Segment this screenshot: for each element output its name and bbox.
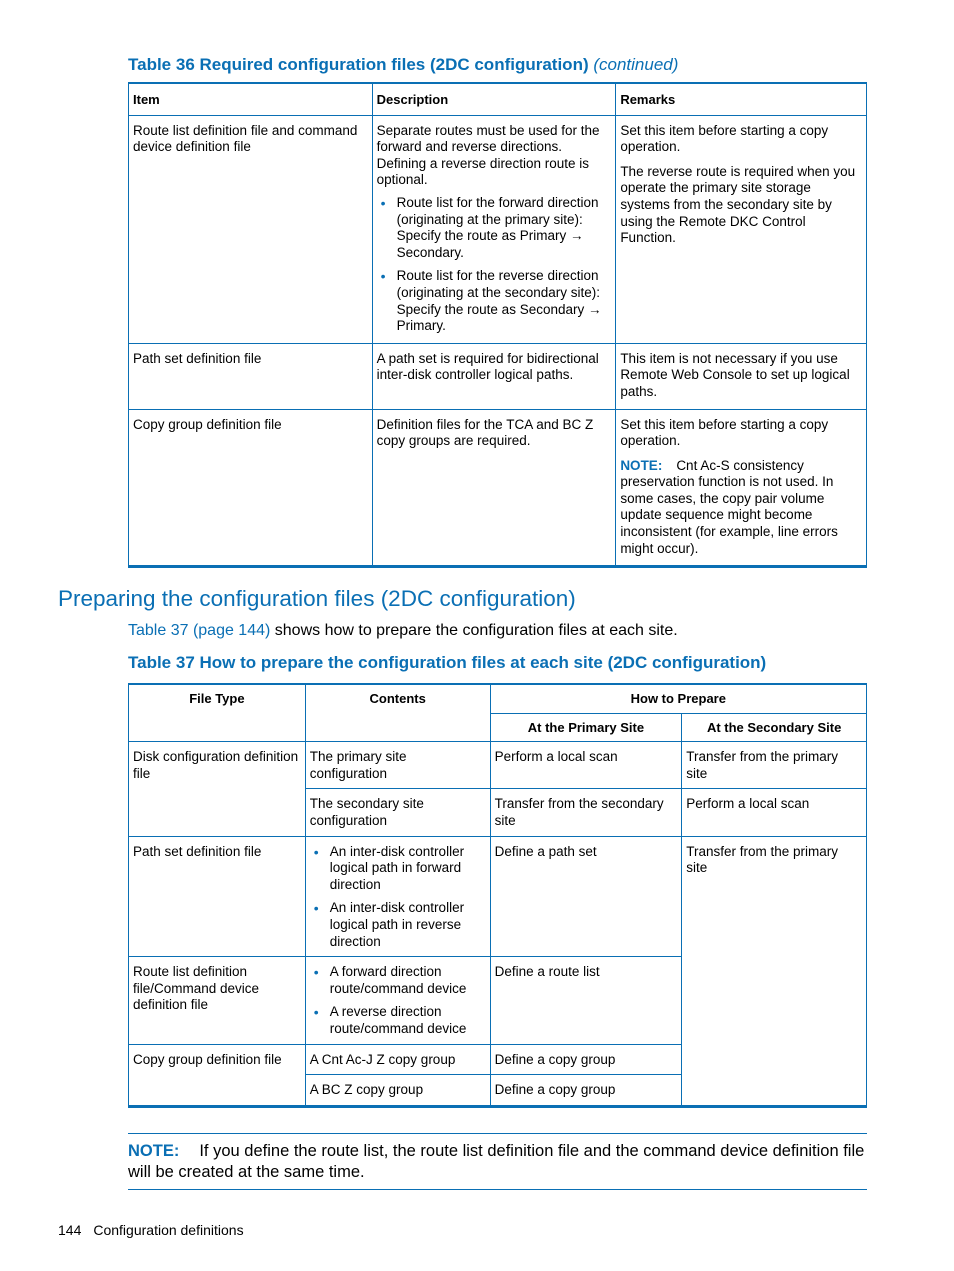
table37-secondary: Perform a local scan (682, 789, 867, 836)
table37-primary: Define a route list (490, 957, 682, 1044)
table36-description-text: Separate routes must be used for the forward and reverse directions. Defining a reverse direction route is optional. (376, 122, 600, 188)
list-item: • A reverse direction route/command device (330, 1004, 486, 1037)
bullet-list (310, 964, 486, 1037)
table37-contents: A BC Z copy group (305, 1075, 490, 1107)
table37-file-type: Route list definition file/Command device definition file (129, 957, 306, 1044)
table36-remarks (616, 343, 867, 409)
footer-title: Configuration definitions (93, 1222, 244, 1238)
section-heading: Preparing the configuration files (2DC configuration) (58, 586, 576, 611)
table37-primary: Transfer from the secondary site (490, 789, 682, 836)
table37-file-type: Copy group definition file (129, 1044, 306, 1106)
page-number: 144 (58, 1222, 82, 1238)
table37-contents (305, 836, 490, 957)
table36 (128, 82, 867, 568)
table37-file-type: Path set definition file (129, 836, 306, 957)
table36-remarks (616, 409, 867, 567)
table36-remarks (616, 115, 867, 343)
table36-continued: (continued) (593, 55, 679, 74)
table37-primary: Define a path set (490, 836, 682, 957)
table36-item: Copy group definition file (129, 409, 373, 567)
table37-header-contents: Contents (305, 684, 490, 742)
table37-header-file-type: File Type (129, 684, 306, 742)
section-intro (128, 622, 678, 640)
table36-caption (128, 55, 678, 75)
note-label: NOTE: (620, 457, 663, 473)
note-text: If you define the route list, the route list definition file and the command device definition file will be created at the same time. (128, 1142, 865, 1181)
list-item: • Route list for the forward direction (originating at the primary site): Specify the route as Primary → Secondary. (397, 195, 612, 261)
table37-secondary: Transfer from the primary site (682, 742, 867, 789)
bullet-list (310, 844, 486, 951)
note-text: Cnt Ac-S consistency preservation function is not used. In some cases, the copy pair volume update sequence might become inconsistent (for example, line errors might occur). (620, 457, 838, 556)
table36-item: Route list definition file and command device definition file (129, 115, 373, 343)
table37-link[interactable]: Table 37 (page 144) (128, 622, 271, 639)
table36-header-remarks: Remarks (616, 83, 867, 115)
table36-header-description: Description (372, 83, 616, 115)
table36-description (372, 115, 616, 343)
note-label: NOTE: (128, 1142, 180, 1160)
table37-caption: Table 37 How to prepare the configuration files at each site (2DC configuration) (128, 653, 767, 672)
table37-primary: Define a copy group (490, 1075, 682, 1107)
intro-text: shows how to prepare the configuration files at each site. (270, 622, 678, 639)
table36-header-row (129, 83, 867, 115)
table36-remark: This item is not necessary if you use Remote Web Console to set up logical paths. (620, 350, 850, 399)
table-row (129, 409, 867, 567)
table37-header-primary: At the Primary Site (490, 713, 682, 742)
table37-contents: A Cnt Ac-J Z copy group (305, 1044, 490, 1075)
table-row (129, 742, 867, 789)
table-row (129, 836, 867, 957)
table37-secondary: Transfer from the primary site (682, 836, 867, 1106)
table36-description: A path set is required for bidirectional inter-disk controller logical paths. (372, 343, 616, 409)
table37-file-type: Disk configuration definition file (129, 742, 306, 836)
list-item: • A forward direction route/command device (330, 964, 486, 997)
table37-header-how: How to Prepare (490, 684, 866, 713)
table36-description: Definition files for the TCA and BC Z copy groups are required. (372, 409, 616, 567)
table37-primary: Perform a local scan (490, 742, 682, 789)
table36-note (620, 458, 862, 558)
table36-remark: Set this item before starting a copy operation. (620, 416, 829, 449)
page-footer (58, 1222, 244, 1238)
table36-caption-text: Table 36 Required configuration files (2DC configuration) (128, 55, 589, 74)
table37 (128, 683, 867, 1108)
table36-remark: Set this item before starting a copy operation. (620, 122, 829, 155)
bullet-list (377, 195, 612, 335)
table37-primary: Define a copy group (490, 1044, 682, 1075)
table37-contents (305, 957, 490, 1044)
table36-header-item: Item (129, 83, 373, 115)
table-row (129, 343, 867, 409)
table37-header-row (129, 684, 867, 713)
list-item: • Route list for the reverse direction (originating at the secondary site): Specify the route as Secondary → Primary. (397, 268, 612, 334)
table37-header-secondary: At the Secondary Site (682, 713, 867, 742)
table37-contents: The secondary site configuration (305, 789, 490, 836)
table36-item: Path set definition file (129, 343, 373, 409)
table36-remark: The reverse route is required when you operate the primary site storage systems from the secondary site by using the Remote DKC Control Function. (620, 163, 856, 246)
note-box (128, 1133, 867, 1190)
list-item: • An inter-disk controller logical path in forward direction (330, 844, 486, 894)
table37-contents: The primary site configuration (305, 742, 490, 789)
table-row (129, 115, 867, 343)
list-item: • An inter-disk controller logical path in reverse direction (330, 900, 486, 950)
